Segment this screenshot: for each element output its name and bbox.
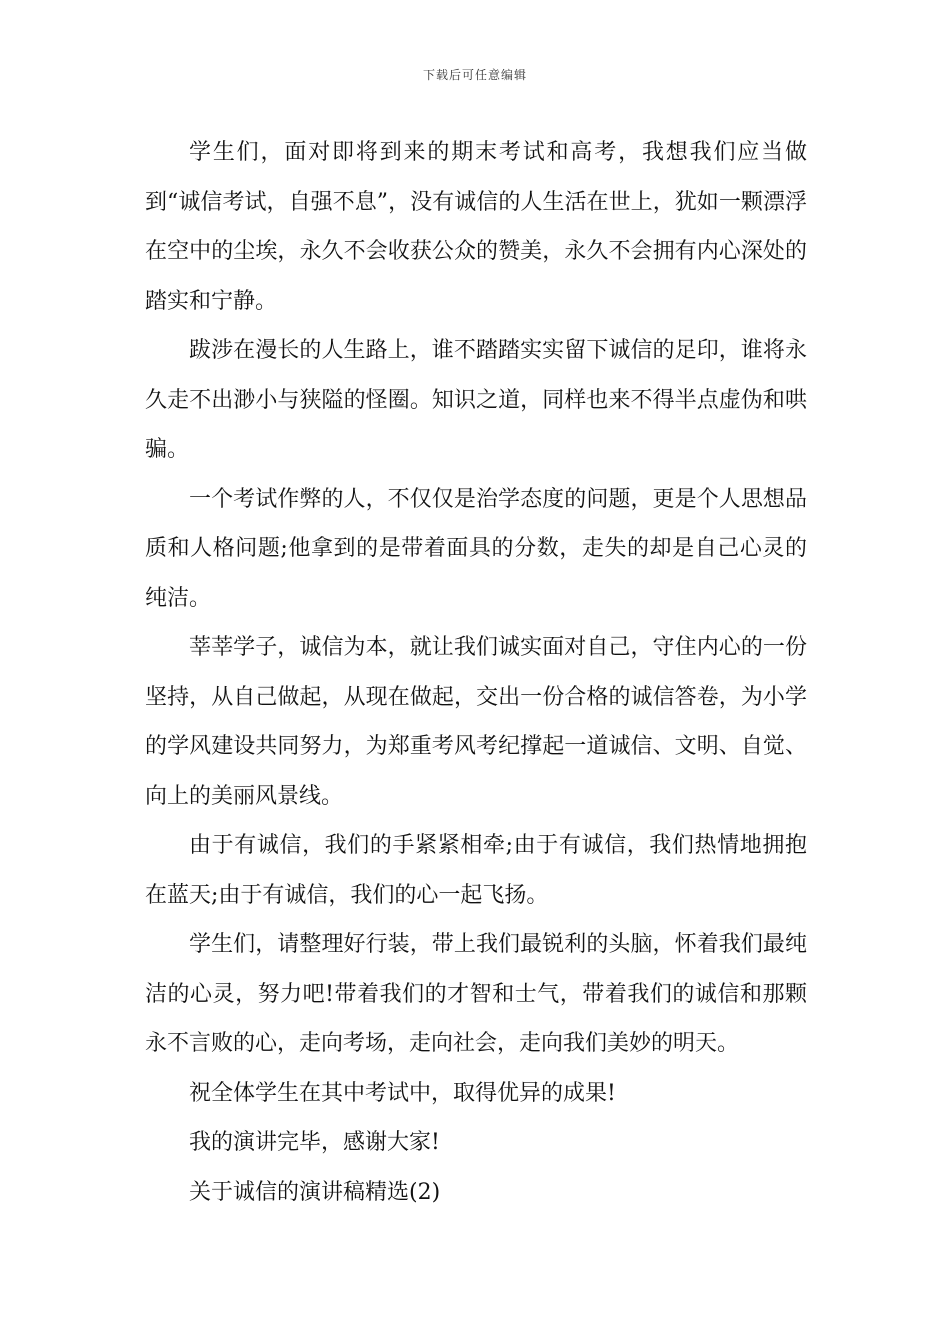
paragraph-2: 跋涉在漫长的人生路上，谁不踏踏实实留下诚信的足印，谁将永久走不出渺小与狭隘的怪圈。知识之道，同样也来不得半点虚伪和哄骗。 — [145, 338, 807, 462]
paragraph-8: 我的演讲完毕，感谢大家! — [189, 1130, 440, 1155]
paragraph-4: 莘莘学子，诚信为本，就让我们诚实面对自己，守住内心的一份坚持，从自己做起，从现在做起，交出一份合格的诚信答卷，为小学的学风建设共同努力，为郑重考风考纪撑起一道诚信、文明、自觉、向上的美丽风景线。 — [145, 635, 807, 809]
page-header: 下载后可任意编辑 — [422, 68, 527, 82]
paragraph-1: 学生们，面对即将到来的期末考试和高考，我想我们应当做到“诚信考试，自强不息”，没有诚信的人生活在世上，犹如一颗漂浮在空中的尘埃，永久不会收获公众的赞美，永久不会拥有内心深处的踏实和宁静。 — [145, 140, 807, 314]
paragraph-5: 由于有诚信，我们的手紧紧相牵;由于有诚信，我们热情地拥抱在蓝天;由于有诚信，我们的心一起飞扬。 — [145, 833, 807, 908]
paragraph-7: 祝全体学生在其中考试中，取得优异的成果! — [189, 1080, 616, 1106]
section-title: 关于诚信的演讲稿精选(2) — [189, 1179, 441, 1205]
paragraph-6: 学生们，请整理好行装，带上我们最锐利的头脑，怀着我们最纯洁的心灵，努力吧!带着我们的才智和士气，带着我们的诚信和那颗永不言败的心，走向考场，走向社会，走向我们美妙的明天。 — [145, 932, 807, 1056]
document-body — [145, 128, 807, 1217]
paragraph-3: 一个考试作弊的人，不仅仅是治学态度的问题，更是个人思想品质和人格问题;他拿到的是带着面具的分数，走失的却是自己心灵的纯洁。 — [145, 486, 807, 611]
